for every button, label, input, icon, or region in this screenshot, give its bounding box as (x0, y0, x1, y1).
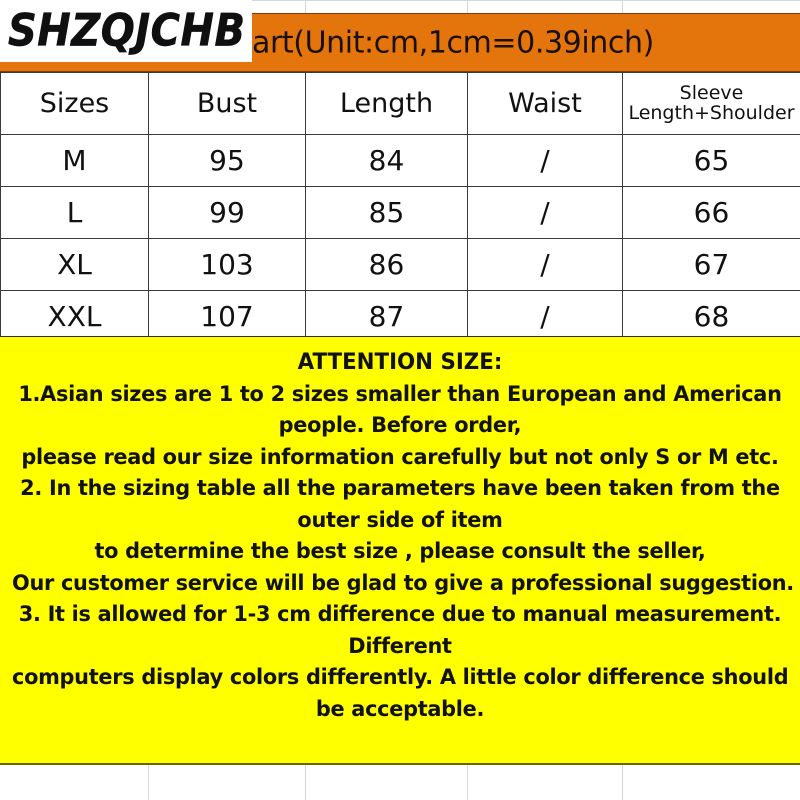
table-header-row (1, 73, 800, 135)
cell-waist: / (468, 239, 623, 291)
attention-line: Different (348, 633, 452, 659)
cell-length: 86 (306, 239, 468, 291)
attention-line: 3. It is allowed for 1-3 cm difference due to manual measurement. (18, 602, 782, 627)
table-row (1, 291, 800, 343)
cell-bust: 103 (149, 239, 306, 291)
attention-line: to determine the best size , please consult the seller, (94, 539, 706, 564)
cell-waist: / (468, 187, 623, 239)
cell-length: 84 (306, 135, 468, 187)
column-header-length: Length (306, 73, 468, 135)
cell-bust: 107 (149, 291, 306, 343)
brand-watermark-text: SHZQJCHB (8, 5, 246, 57)
attention-line: outer side of item (297, 507, 503, 533)
cell-length: 87 (306, 291, 468, 343)
banner-title-text: art(Unit:cm,1cm=0.39inch) (252, 25, 654, 60)
attention-line: 1.Asian sizes are 1 to 2 sizes smaller than European and American (18, 381, 782, 407)
attention-line: people. Before order, (278, 413, 522, 438)
cell-size: M (1, 135, 149, 187)
table-row (1, 239, 800, 291)
cell-size: L (1, 187, 149, 239)
column-header-bust: Bust (149, 73, 306, 135)
attention-line: ATTENTION SIZE: (297, 350, 503, 375)
brand-watermark (0, 0, 252, 62)
size-chart-table (0, 72, 800, 343)
cell-size: XL (1, 239, 149, 291)
cell-bust: 95 (149, 135, 306, 187)
cell-size: XXL (1, 291, 149, 343)
column-header-sleeve-line1: Sleeve (679, 81, 744, 104)
column-header-sizes: Sizes (1, 73, 149, 135)
table-row (1, 135, 800, 187)
column-header-waist: Waist (468, 73, 623, 135)
attention-line: please read our size information carefully but not only S or M etc. (21, 444, 779, 470)
attention-line: computers display colors differently. A little color difference should (12, 665, 789, 690)
attention-line: be acceptable. (315, 696, 485, 722)
column-header-sleeve (623, 73, 800, 135)
cell-bust: 99 (149, 187, 306, 239)
cell-waist: / (468, 135, 623, 187)
column-header-sleeve-line2: Length+Shoulder (628, 101, 795, 124)
cell-sleeve: 65 (623, 135, 800, 187)
attention-notice-block (0, 336, 800, 765)
cell-sleeve: 68 (623, 291, 800, 343)
table-row (1, 187, 800, 239)
cell-sleeve: 67 (623, 239, 800, 291)
cell-sleeve: 66 (623, 187, 800, 239)
cell-length: 85 (306, 187, 468, 239)
attention-line: 2. In the sizing table all the parameters have been taken from the (20, 476, 780, 501)
cell-waist: / (468, 291, 623, 343)
attention-line: Our customer service will be glad to give a professional suggestion. (12, 570, 794, 596)
